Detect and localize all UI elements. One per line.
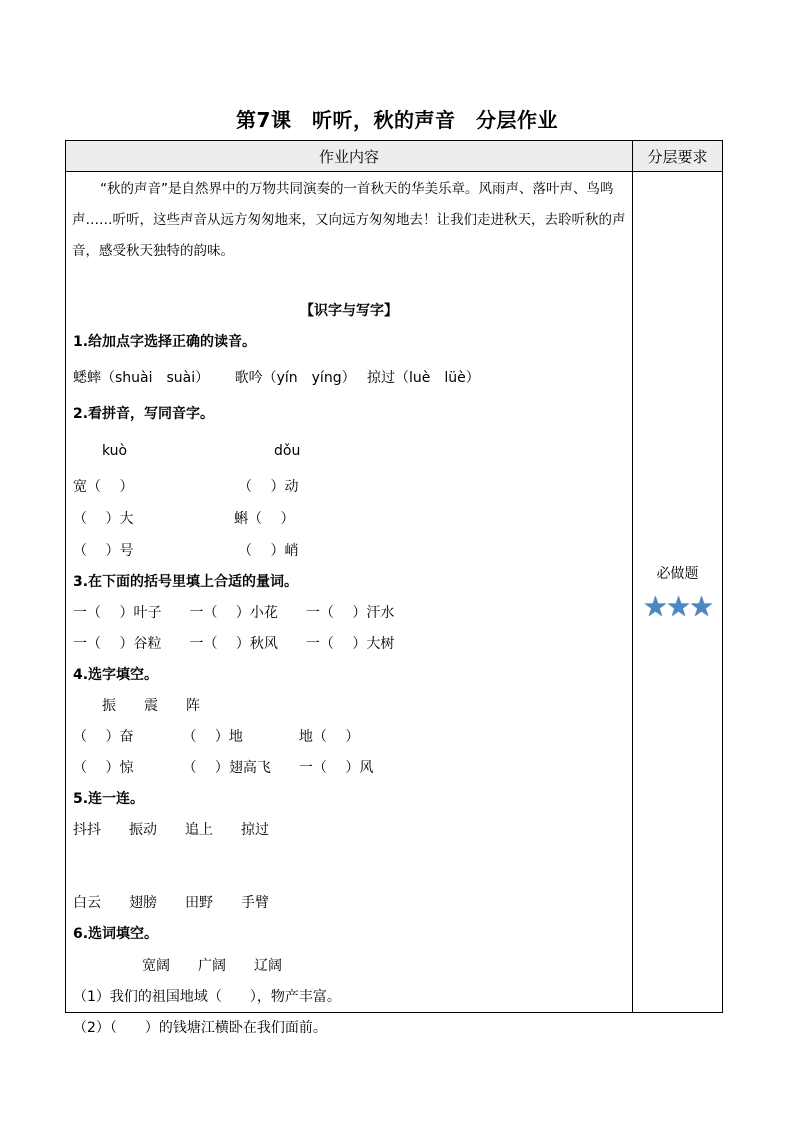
q3-title: 3.在下面的括号里填上合适的量词。 (73, 574, 299, 590)
page-title: 第7课 听听，秋的声音 分层作业 (236, 108, 558, 132)
q4-title: 4.选字填空。 (73, 667, 159, 683)
q2-row2-right: 蝌（ ） (234, 511, 295, 527)
q3-row2: 一（ ）谷粒 一（ ）秋风 一（ ）大树 (73, 636, 395, 652)
q2-pinyin-right: dǒu (274, 443, 301, 459)
q5-bottom-row: 白云 翅膀 田野 手臂 (73, 895, 269, 911)
star-rating-icon: ★★★ (642, 590, 713, 623)
q2-row1-left: 宽（ ） (73, 479, 134, 495)
content-cell (66, 172, 633, 1036)
q2-row3-left: （ ）号 (73, 543, 134, 559)
q1-title: 1.给加点字选择正确的读音。 (73, 334, 257, 350)
q1-line: 蟋蟀（shuài suài） 歌吟（yín yíng） 掠过（luè lüè） (73, 370, 480, 386)
q6-item2: （2）（ ）的钱塘江横卧在我们面前。 (73, 1020, 327, 1036)
requirement-label: 必做题 (656, 566, 699, 582)
section-title: 【识字与写字】 (300, 303, 398, 319)
header-requirement: 分层要求 (633, 141, 723, 172)
header-content: 作业内容 (66, 141, 633, 172)
intro-paragraph: “秋的声音”是自然界中的万物共同演奏的一首秋天的华美乐章。风雨声、落叶声、鸟鸣声……听听，这些声音从远方匆匆地来，又向远方匆匆地去！让我们走进秋天，去聆听秋的声音，感受秋天独特的韵味。 (72, 181, 626, 259)
requirement-cell (633, 172, 723, 1013)
homework-table (65, 140, 723, 1036)
q2-pinyin-left: kuò (102, 443, 128, 459)
q4-options: 振 震 阵 (102, 698, 200, 714)
q4-row2: （ ）惊 （ ）翅高飞 一（ ）风 (73, 760, 374, 776)
q6-options: 宽阔 广阔 辽阔 (142, 958, 282, 974)
q6-item1: （1）我们的祖国地域（ ），物产丰富。 (73, 989, 341, 1005)
q5-title: 5.连一连。 (73, 791, 145, 807)
q2-row3-right: （ ）峭 (238, 543, 299, 559)
q2-row1-right: （ ）动 (238, 479, 299, 495)
q2-title: 2.看拼音，写同音字。 (73, 406, 215, 422)
q3-row1: 一（ ）叶子 一（ ）小花 一（ ）汗水 (73, 605, 395, 621)
q4-row1: （ ）奋 （ ）地 地（ ） (73, 729, 360, 745)
q5-top-row: 抖抖 振动 追上 掠过 (73, 822, 269, 838)
q2-row2-left: （ ）大 (73, 511, 134, 527)
q6-title: 6.选词填空。 (73, 926, 159, 942)
